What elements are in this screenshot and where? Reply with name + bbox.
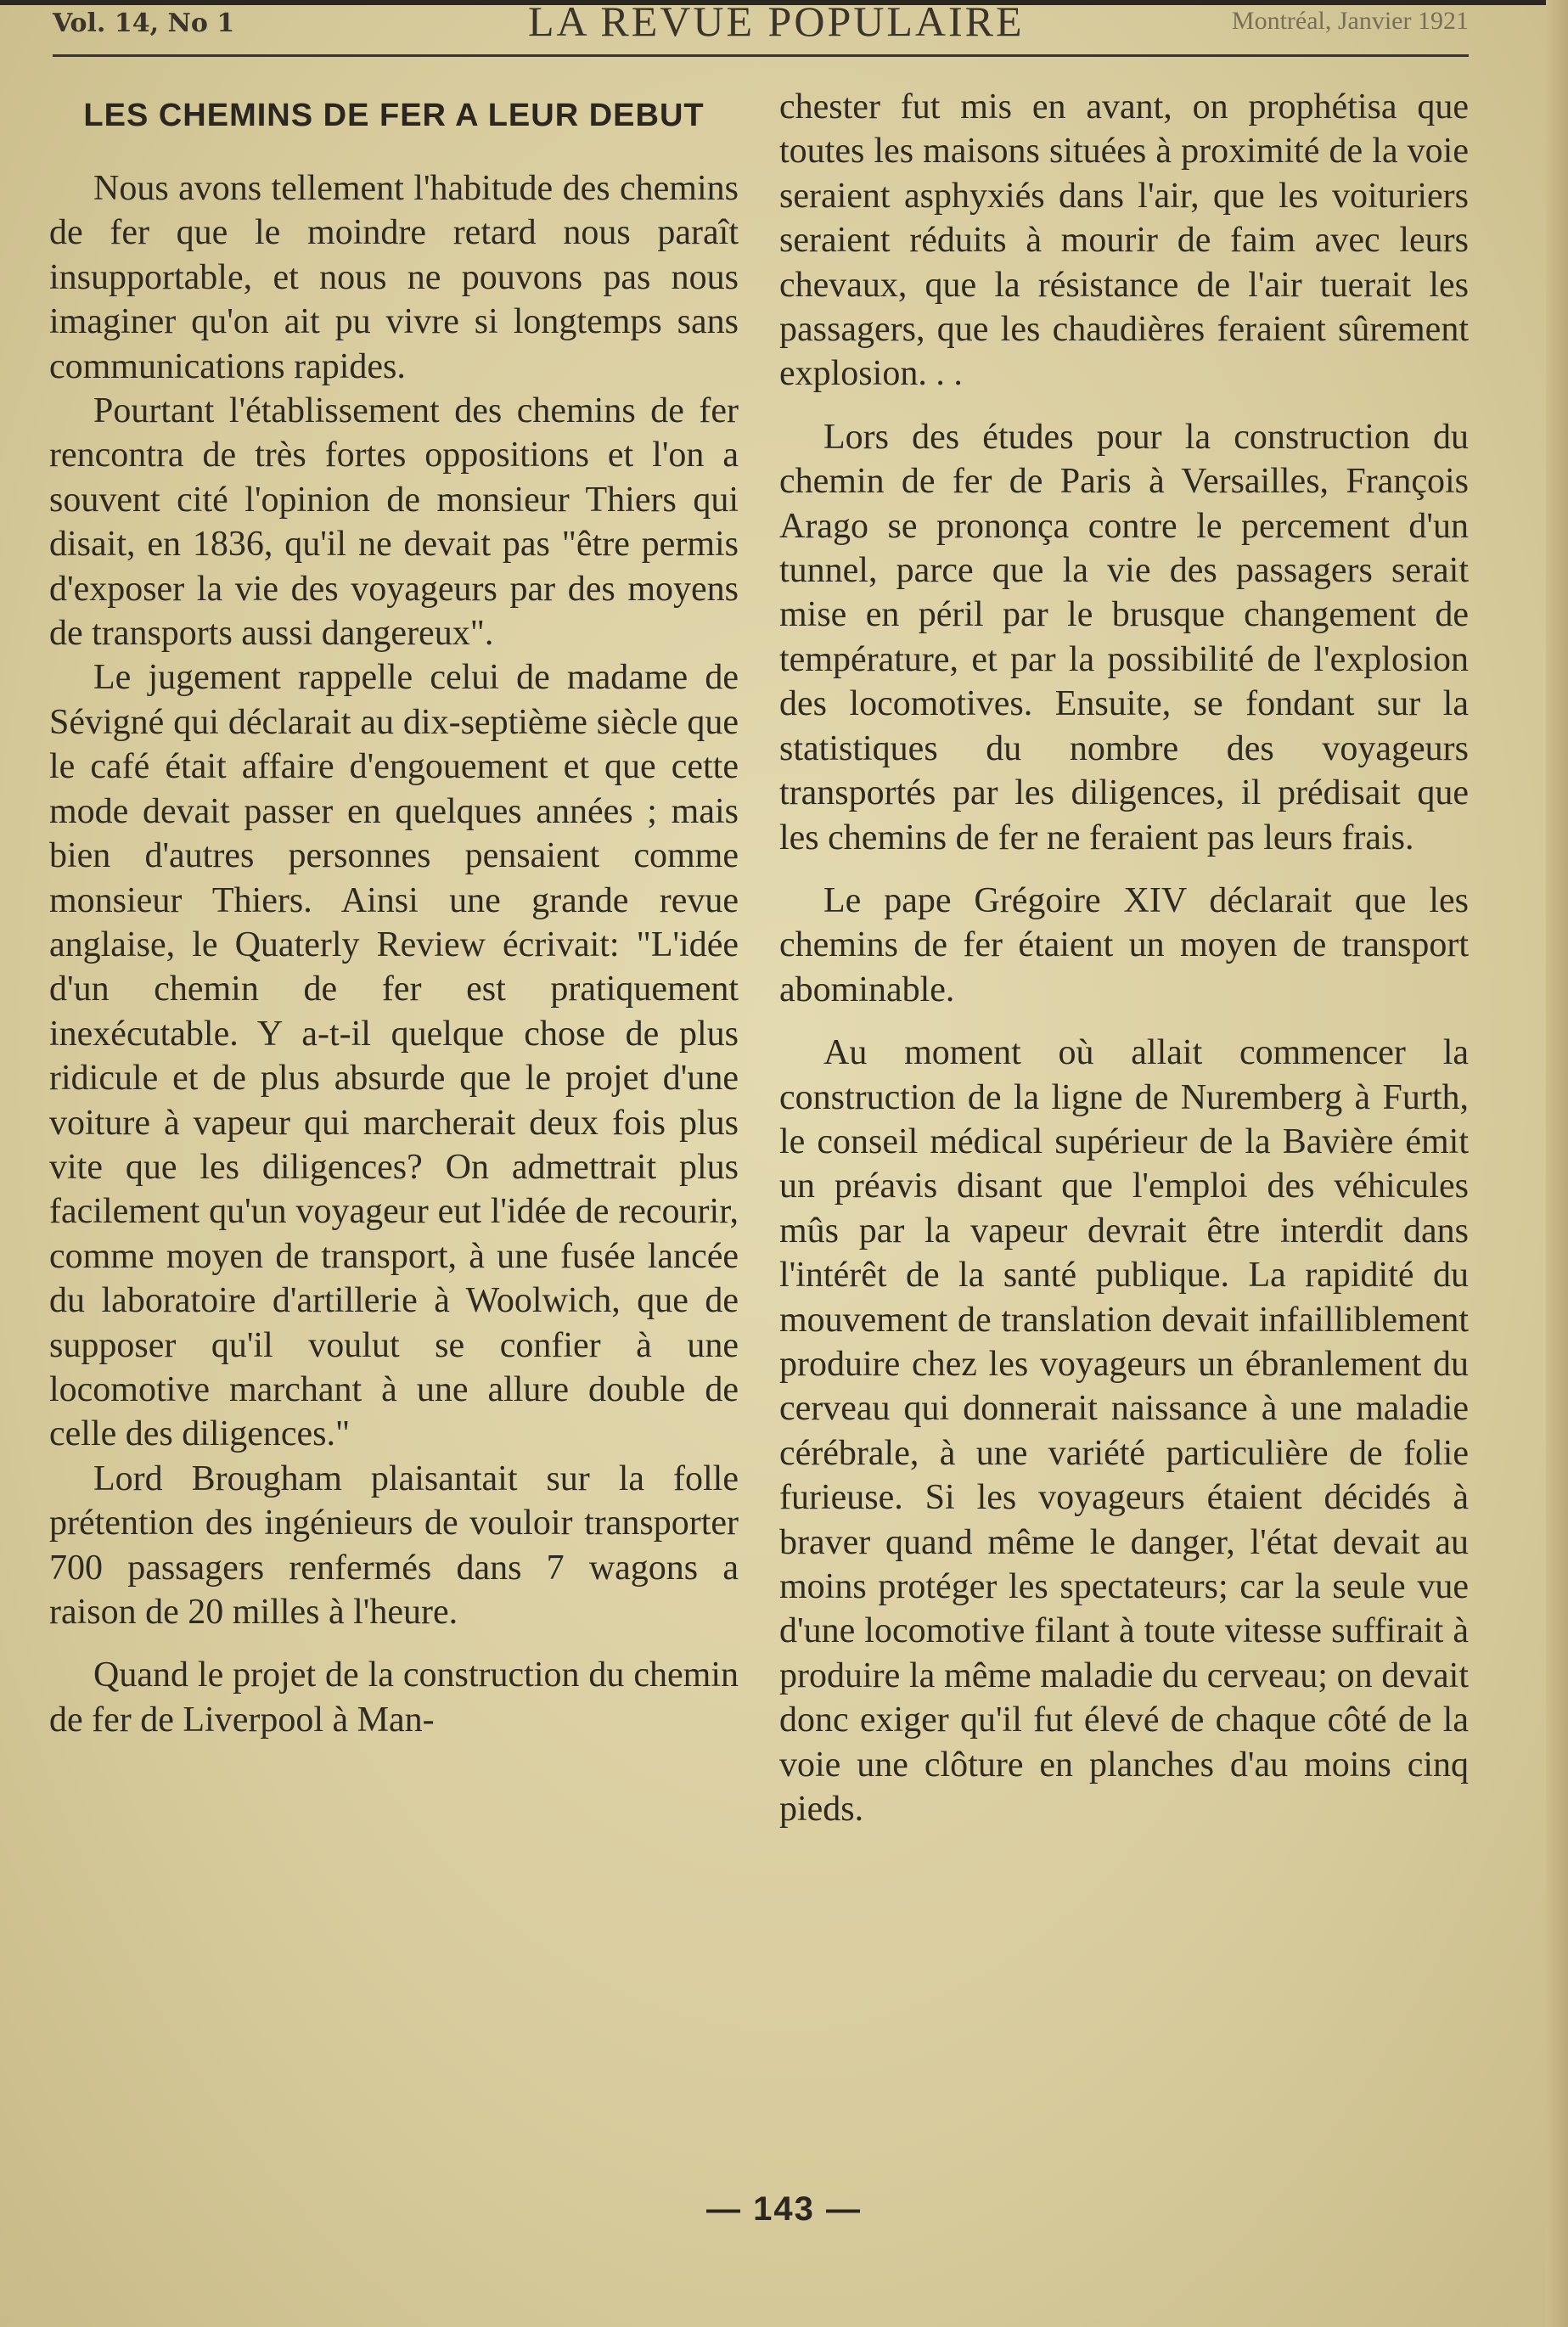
paragraph: Le jugement rappelle celui de madame de Sévigné qui déclarait au dix-septième siècle que le café était affaire d'engouement et que cette mode devait passer en quelques années ; mais bien d'autres personnes pensaient comme monsieur Thiers. Ainsi une grande revue anglaise, le Quaterly Review écrivait: "L'idée d'un chemin de fer est pratiquement inexécutable. Y a-t-il quelque chose de plus ridicule et de plus absurde que le projet d'une voiture à vapeur qui marcherait deux fois plus vite que les diligences? On admettrait plus facilement qu'un voyageur eut l'idée de recourir, comme moyen de transport, à une fusée lancée du laboratoire d'artillerie à Woolwich, que de supposer qu'il voulut se confier à une locomotive marchant à une allure double de celle des diligences." bbox=[49, 658, 739, 1454]
paragraph: Quand le projet de la construction du chemin de fer de Liverpool à Man- bbox=[49, 1655, 739, 1740]
magazine-title: LA REVUE POPULAIRE bbox=[528, 0, 1025, 45]
page-edge bbox=[1546, 0, 1568, 2327]
paragraph: Lord Brougham plaisantait sur la folle prétention des ingénieurs de vouloir transporter 700 passagers renfermés dans 7 wagons a raison de 20 milles à l'heure. bbox=[49, 1459, 739, 1632]
dateline: Montréal, Janvier 1921 bbox=[1231, 7, 1469, 35]
paragraph: Nous avons tellement l'habitude des chemins de fer que le moindre retard nous paraît insupportable, et nous ne pouvons pas nous imaginer qu'on ait pu vivre si longtemps sans communications rapides. bbox=[49, 169, 739, 386]
paragraph: chester fut mis en avant, on prophétisa que toutes les maisons situées à proximité de la voie seraient asphyxiés dans l'air, que les voituriers seraient réduits à mourir de faim avec leurs chevaux, que la résistance de l'air tuerait les passagers, que les chaudières feraient sûrement explosion. . . bbox=[779, 87, 1469, 394]
volume-label: Vol. 14, No 1 bbox=[53, 8, 235, 38]
left-column bbox=[49, 85, 739, 1742]
paragraph: Le pape Grégoire XIV déclarait que les chemins de fer étaient un moyen de transport abominable. bbox=[779, 880, 1469, 1009]
running-header bbox=[53, 0, 1469, 49]
header-rule bbox=[53, 54, 1469, 57]
page-number: — 143 — bbox=[706, 2190, 862, 2228]
paragraph: Au moment où allait commencer la construction de la ligne de Nuremberg à Furth, le conseil médical supérieur de la Bavière émit un préavis disant que l'emploi des véhicules mûs par la vapeur devrait être interdit dans l'intérêt de la santé publique. La rapidité du mouvement de translation devait infailliblement produire chez les voyageurs un ébranlement du cerveau qui donnerait naissance à une maladie cérébrale, à une variété particulière de folie furieuse. Si les voyageurs étaient décidés à braver quand même le danger, l'état devait au moins protéger les spectateurs; car la seule vue d'une locomotive filant à toute vitesse suffirait à produire la même maladie du cerveau; on devait donc exiger qu'il fut élevé de chaque côté de la voie une clôture en planches d'au moins cinq pieds. bbox=[779, 1033, 1469, 1830]
paragraph: Lors des études pour la construction du chemin de fer de Paris à Versailles, François Arago se prononça contre le percement d'un tunnel, parce que la vie des passagers serait mise en péril par le brusque changement de température, et par la possibilité de l'explosion des locomotives. Ensuite, se fondant sur la statistiques du nombre des voyageurs transportés par les diligences, il prédisait que les chemins de fer ne feraient pas leurs frais. bbox=[779, 417, 1469, 857]
right-column bbox=[779, 85, 1469, 1831]
article-headline: LES CHEMINS DE FER A LEUR DEBUT bbox=[83, 98, 705, 133]
paragraph: Pourtant l'établissement des chemins de fer rencontra de très fortes oppositions et l'on a souvent cité l'opinion de monsieur Thiers qui disait, en 1836, qu'il ne devait pas "être permis d'exposer la vie des voyageurs par des moyens de transports aussi dangereux". bbox=[49, 391, 739, 654]
